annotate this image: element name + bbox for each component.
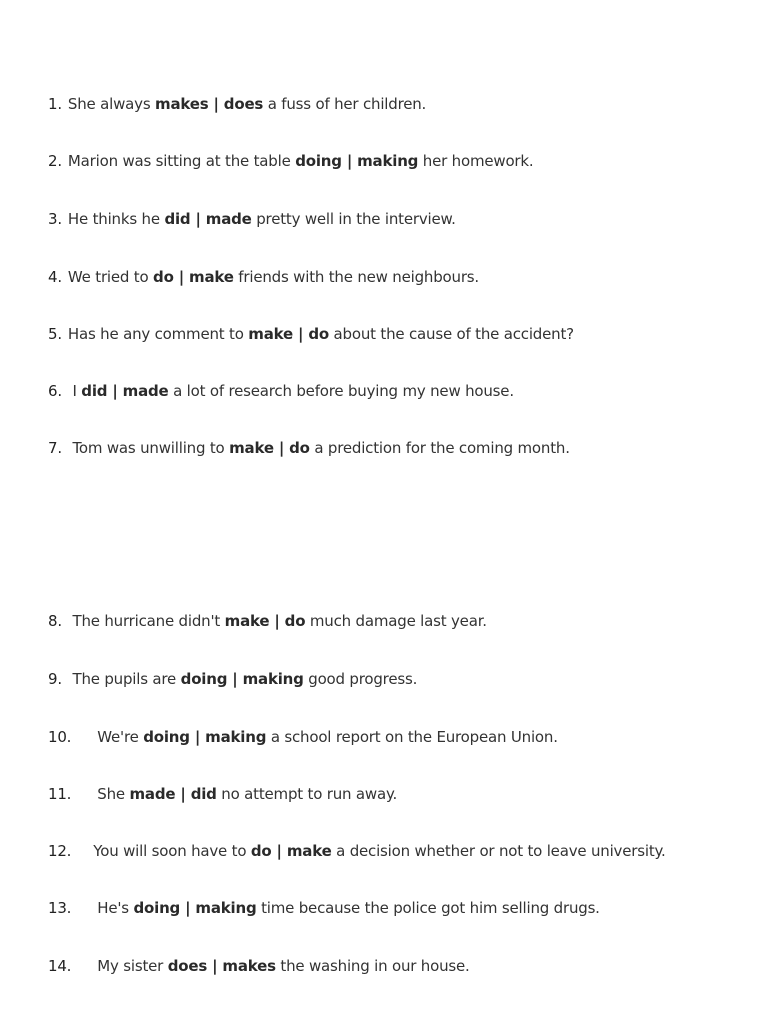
option-1: made bbox=[129, 785, 176, 803]
option-2: do bbox=[284, 612, 306, 630]
exercise-item-5 bbox=[48, 324, 574, 344]
exercise-item-10 bbox=[48, 727, 558, 747]
item-text-after: a prediction for the coming month. bbox=[309, 439, 570, 457]
item-text-after: a fuss of her children. bbox=[263, 95, 427, 113]
option-2: do bbox=[289, 439, 310, 457]
option-separator: | bbox=[207, 957, 223, 975]
option-1: doing bbox=[143, 728, 190, 746]
option-separator: | bbox=[208, 95, 224, 113]
exercise-item-7 bbox=[48, 438, 570, 458]
exercise-item-13 bbox=[48, 898, 600, 918]
item-text-after: the washing in our house. bbox=[275, 957, 470, 975]
option-2: making bbox=[242, 670, 304, 688]
option-1: doing bbox=[295, 152, 342, 170]
option-1: make bbox=[224, 612, 270, 630]
item-number: 6. bbox=[48, 382, 62, 400]
item-text-after: time because the police got him selling drugs. bbox=[256, 899, 600, 917]
option-2: did bbox=[190, 785, 217, 803]
option-separator: | bbox=[269, 612, 285, 630]
exercise-item-2 bbox=[48, 151, 533, 171]
option-separator: | bbox=[271, 842, 287, 860]
option-2: made bbox=[205, 210, 252, 228]
option-separator: | bbox=[173, 268, 190, 286]
item-text-before: You will soon have to bbox=[93, 842, 251, 860]
option-2: do bbox=[308, 325, 329, 343]
item-number: 4. bbox=[48, 268, 62, 286]
item-number: 12. bbox=[48, 842, 72, 860]
item-number: 1. bbox=[48, 95, 62, 113]
item-number: 3. bbox=[48, 210, 62, 228]
option-1: did bbox=[164, 210, 191, 228]
exercise-item-12 bbox=[48, 841, 666, 861]
option-2: make bbox=[286, 842, 332, 860]
item-text-before: She bbox=[97, 785, 130, 803]
item-text-before: We tried to bbox=[67, 268, 154, 286]
item-number: 14. bbox=[48, 957, 72, 975]
option-1: doing bbox=[133, 899, 181, 917]
option-separator: | bbox=[107, 382, 123, 400]
item-text-after: a decision whether or not to leave university. bbox=[331, 842, 666, 860]
item-text-before: The hurricane didn't bbox=[67, 612, 225, 630]
item-text-after: no attempt to run away. bbox=[216, 785, 398, 803]
option-1: make bbox=[248, 325, 293, 343]
exercise-item-9 bbox=[48, 669, 417, 689]
item-text-before: Has he any comment to bbox=[67, 325, 249, 343]
item-text-before: He thinks he bbox=[67, 210, 165, 228]
item-text-before: He's bbox=[97, 899, 134, 917]
item-text-before: She always bbox=[67, 95, 156, 113]
option-separator: | bbox=[190, 210, 206, 228]
exercise-item-4 bbox=[48, 267, 479, 287]
item-number: 7. bbox=[48, 439, 62, 457]
option-2: making bbox=[205, 728, 267, 746]
exercise-item-8 bbox=[48, 611, 487, 631]
option-1: do bbox=[153, 268, 174, 286]
item-number: 5. bbox=[48, 325, 62, 343]
item-text-before: Tom was unwilling to bbox=[67, 439, 230, 457]
item-text-before: I bbox=[67, 382, 82, 400]
option-2: does bbox=[223, 95, 264, 113]
item-text-before: We're bbox=[97, 728, 144, 746]
item-text-before: My sister bbox=[97, 957, 168, 975]
option-1: doing bbox=[180, 670, 228, 688]
exercise-item-3 bbox=[48, 209, 456, 229]
option-2: makes bbox=[222, 957, 276, 975]
item-number: 2. bbox=[48, 152, 62, 170]
option-2: made bbox=[122, 382, 169, 400]
item-text-after: pretty well in the interview. bbox=[251, 210, 456, 228]
option-separator: | bbox=[273, 439, 290, 457]
option-1: makes bbox=[155, 95, 209, 113]
exercise-item-11 bbox=[48, 784, 397, 804]
option-separator: | bbox=[293, 325, 309, 343]
item-text-after: good progress. bbox=[303, 670, 418, 688]
option-1: do bbox=[250, 842, 272, 860]
item-number: 13. bbox=[48, 899, 72, 917]
item-text-after: much damage last year. bbox=[305, 612, 487, 630]
option-2: making bbox=[357, 152, 419, 170]
item-text-before: Marion was sitting at the table bbox=[67, 152, 296, 170]
item-text-after: a lot of research before buying my new house. bbox=[168, 382, 514, 400]
item-number: 11. bbox=[48, 785, 72, 803]
option-2: making bbox=[195, 899, 257, 917]
option-separator: | bbox=[341, 152, 358, 170]
option-1: does bbox=[167, 957, 208, 975]
exercise-item-6 bbox=[48, 381, 514, 401]
option-1: did bbox=[81, 382, 108, 400]
exercise-item-14 bbox=[48, 956, 470, 976]
option-separator: | bbox=[189, 728, 206, 746]
option-separator: | bbox=[180, 899, 196, 917]
item-text-after: her homework. bbox=[418, 152, 534, 170]
exercise-item-1 bbox=[48, 94, 426, 114]
option-2: make bbox=[189, 268, 234, 286]
item-number: 9. bbox=[48, 670, 62, 688]
item-text-after: friends with the new neighbours. bbox=[233, 268, 479, 286]
item-number: 8. bbox=[48, 612, 62, 630]
option-1: make bbox=[229, 439, 274, 457]
item-number: 10. bbox=[48, 728, 72, 746]
option-separator: | bbox=[227, 670, 243, 688]
item-text-after: about the cause of the accident? bbox=[328, 325, 574, 343]
item-text-before: The pupils are bbox=[67, 670, 181, 688]
option-separator: | bbox=[175, 785, 191, 803]
item-text-after: a school report on the European Union. bbox=[266, 728, 558, 746]
